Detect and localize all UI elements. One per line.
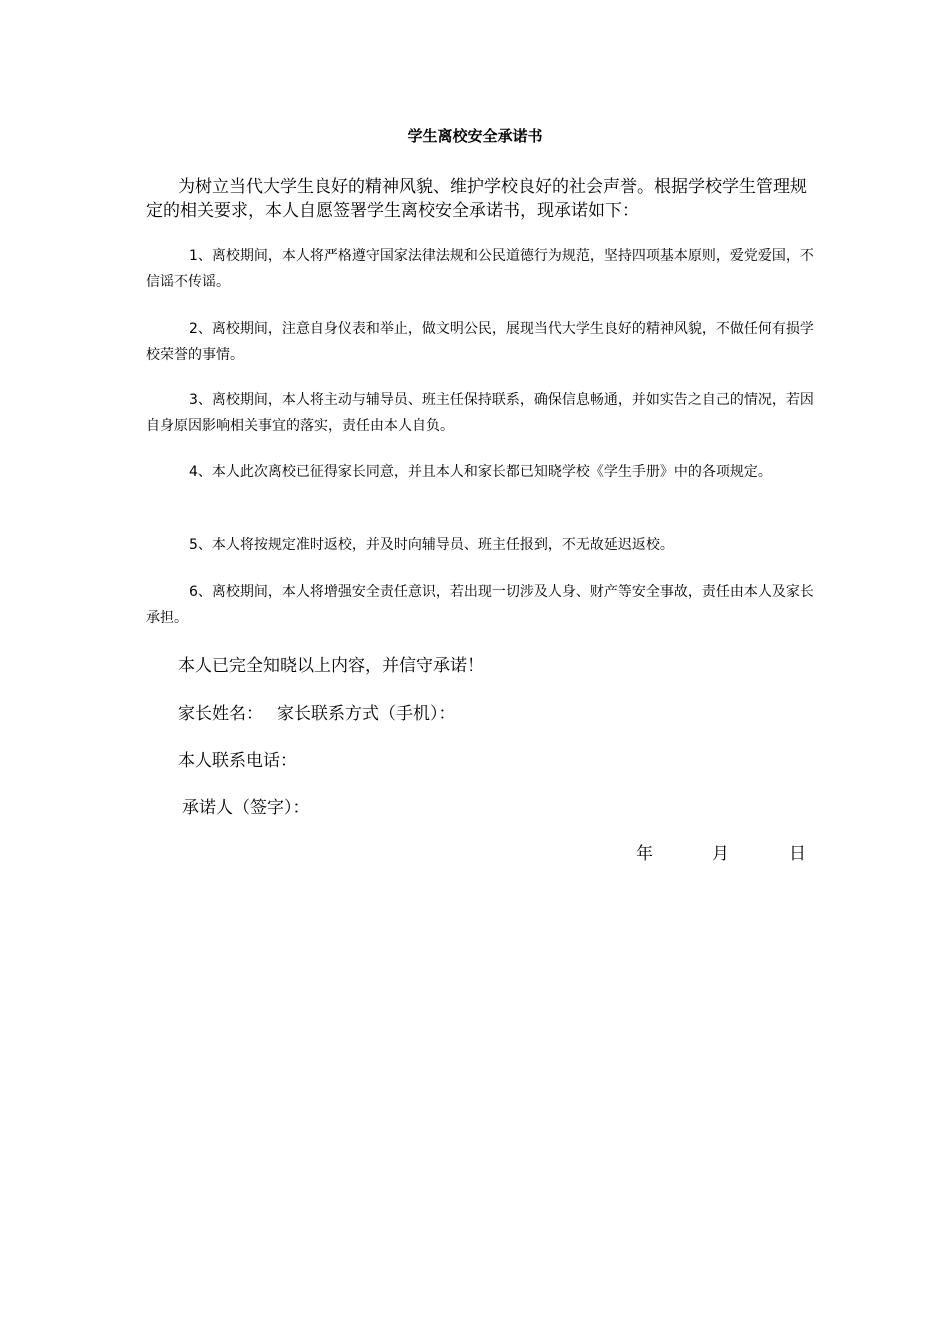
commitment-item-1: 1、离校期间，本人将严格遵守国家法律法规和公民道德行为规范，坚持四项基本原则，爱党爱国，不信谣不传谣。 <box>146 248 814 290</box>
acknowledgement-text: 本人已完全知晓以上内容，并信守承诺！ <box>178 656 484 676</box>
commitment-item-5: 5、本人将按规定准时返校，并及时向辅导员、班主任报到，不无故延迟返校。 <box>189 537 674 553</box>
commitment-item-6: 6、离校期间，本人将增强安全责任意识，若出现一切涉及人身、财产等安全事故，责任由本人及家长承担。 <box>146 584 814 626</box>
date-month-label: 月 <box>712 844 729 864</box>
commitment-item-4: 4、本人此次离校已征得家长同意，并且本人和家长都已知晓学校《学生手册》中的各项规定。 <box>189 464 772 480</box>
date-day-label: 日 <box>789 844 806 864</box>
document-title: 学生离校安全承诺书 <box>407 127 543 145</box>
date-year-label: 年 <box>636 844 653 864</box>
commitment-item-3: 3、离校期间，本人将主动与辅导员、班主任保持联系，确保信息畅通，并如实告之自己的情况，若因自身原因影响相关事宜的落实，责任由本人自负。 <box>146 392 814 434</box>
parent-contact-label: 家长联系方式（手机）： <box>277 704 456 724</box>
commitment-item-2: 2、离校期间，注意自身仪表和举止，做文明公民，展现当代大学生良好的精神风貌，不做任何有损学校荣誉的事情。 <box>146 321 814 363</box>
parent-info-line <box>178 702 456 726</box>
signer-label: 承诺人（签字）： <box>182 798 310 818</box>
self-phone-label: 本人联系电话： <box>178 751 297 771</box>
intro-paragraph: 为树立当代大学生良好的精神风貌、维护学校良好的社会声誉。根据学校学生管理规定的相关要求，本人自愿签署学生离校安全承诺书，现承诺如下： <box>146 177 807 221</box>
parent-name-label: 家长姓名： <box>178 704 263 724</box>
